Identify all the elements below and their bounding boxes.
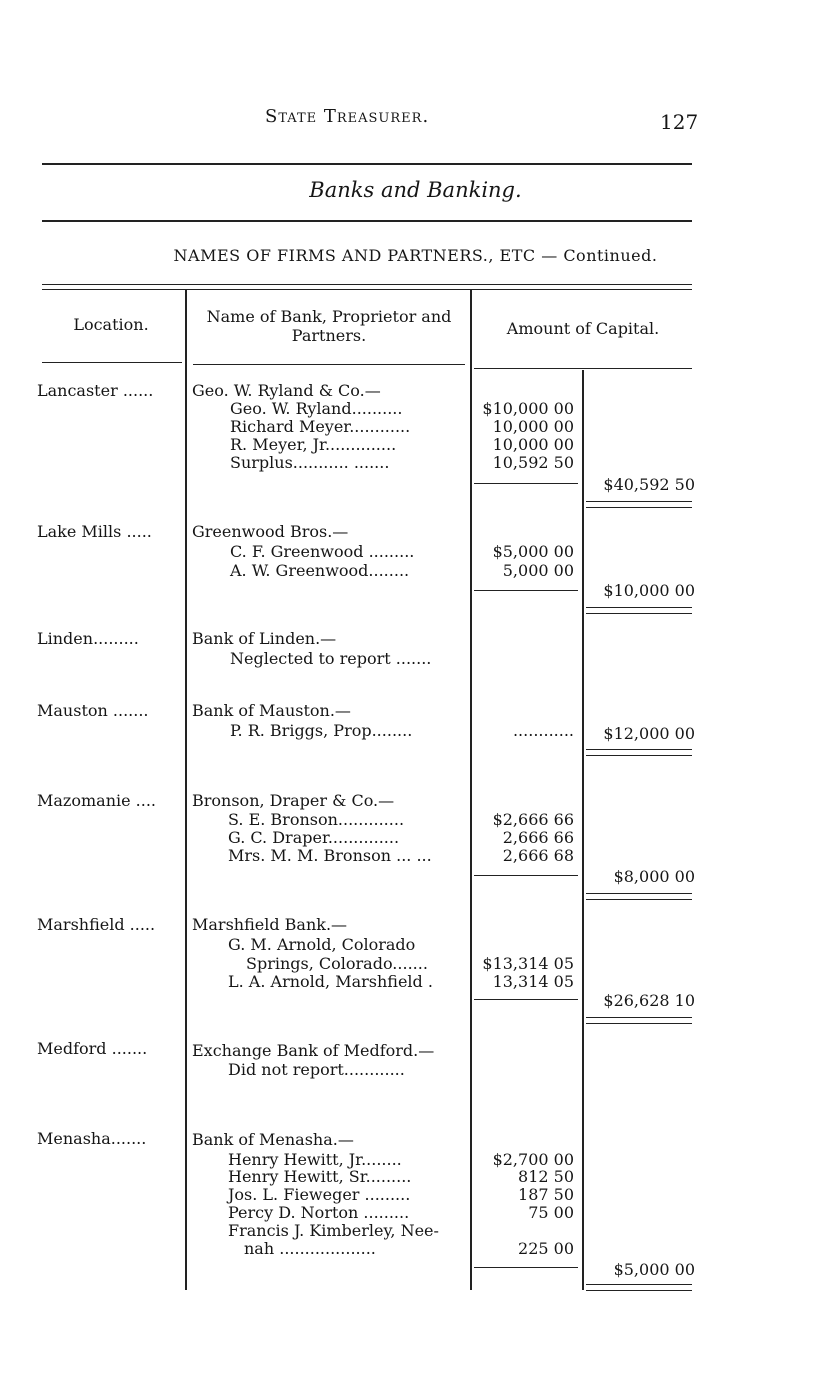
entry-location: Lake Mills ..... bbox=[37, 523, 152, 541]
section-rule bbox=[42, 220, 692, 222]
partner-amount: 187 50 bbox=[518, 1185, 574, 1204]
subtotal-rule bbox=[474, 483, 578, 484]
entry-bank-name: Bronson, Draper & Co.— bbox=[192, 792, 395, 810]
partner-amount: ............ bbox=[512, 721, 574, 740]
entry-total: $26,628 10 bbox=[603, 991, 695, 1010]
partner-amount: 75 00 bbox=[528, 1203, 574, 1222]
partner-name: Springs, Colorado....... bbox=[246, 955, 428, 973]
table-subheading: NAMES OF FIRMS AND PARTNERS., ETC — Continued. bbox=[173, 246, 658, 265]
entry-bank-name: Bank of Linden.— bbox=[192, 630, 337, 648]
partner-name: S. E. Bronson............. bbox=[228, 811, 405, 829]
entry-bank-name: Geo. W. Ryland & Co.— bbox=[192, 382, 381, 400]
header-rule bbox=[42, 163, 692, 165]
entry-total: $10,000 00 bbox=[603, 581, 695, 600]
subtotal-rule bbox=[474, 999, 578, 1000]
partner-name: A. W. Greenwood........ bbox=[230, 562, 410, 580]
col-header-name bbox=[186, 307, 472, 345]
total-double-rule bbox=[586, 1017, 692, 1024]
partner-name: Percy D. Norton ......... bbox=[228, 1204, 410, 1222]
col-header-rule-name bbox=[193, 364, 465, 365]
page-header-title: State Treasurer. bbox=[265, 106, 430, 127]
col-header-name-line1: Name of Bank, Proprietor and bbox=[206, 307, 452, 326]
col-header-name-line2: Partners. bbox=[291, 326, 367, 345]
partner-name: Henry Hewitt, Jr........ bbox=[228, 1151, 402, 1169]
total-double-rule bbox=[586, 501, 692, 508]
entry-bank-name: Bank of Mauston.— bbox=[192, 702, 351, 720]
partner-name: G. C. Draper.............. bbox=[228, 829, 400, 847]
entry-location: Mauston ....... bbox=[37, 702, 149, 720]
partner-amount: $2,666 66 bbox=[492, 810, 574, 829]
partner-name: R. Meyer, Jr.............. bbox=[230, 436, 397, 454]
entry-total: $40,592 50 bbox=[603, 475, 695, 494]
partner-name: Francis J. Kimberley, Nee- bbox=[228, 1222, 439, 1240]
entry-bank-name: Exchange Bank of Medford.— bbox=[192, 1042, 435, 1060]
subtotal-rule bbox=[474, 875, 578, 876]
entry-note: Did not report............ bbox=[228, 1061, 405, 1079]
page-number: 127 bbox=[660, 110, 699, 134]
partner-amount: $5,000 00 bbox=[492, 542, 574, 561]
partner-amount: 2,666 68 bbox=[502, 846, 574, 865]
partner-amount: $13,314 05 bbox=[482, 954, 574, 973]
entry-total: $12,000 00 bbox=[603, 724, 695, 743]
partner-name: Mrs. M. M. Bronson ... ... bbox=[228, 847, 432, 865]
entry-bank-name: Greenwood Bros.— bbox=[192, 523, 349, 541]
partner-name: P. R. Briggs, Prop........ bbox=[230, 722, 413, 740]
partner-name: nah ................... bbox=[244, 1240, 376, 1258]
partner-amount: $10,000 00 bbox=[482, 399, 574, 418]
entry-location: Lancaster ...... bbox=[37, 382, 154, 400]
total-double-rule bbox=[586, 749, 692, 756]
partner-name: Surplus........... ....... bbox=[230, 454, 390, 472]
col-divider-1 bbox=[185, 290, 187, 1290]
partner-name: Geo. W. Ryland.......... bbox=[230, 400, 403, 418]
partner-name: Richard Meyer............ bbox=[230, 418, 411, 436]
col-header-rule-location bbox=[42, 362, 182, 363]
partner-name: Henry Hewitt, Sr......... bbox=[228, 1168, 412, 1186]
entry-bank-name: Bank of Menasha.— bbox=[192, 1131, 354, 1149]
entry-location: Menasha....... bbox=[37, 1130, 147, 1148]
partner-amount: 10,000 00 bbox=[492, 417, 574, 436]
partner-amount: 10,000 00 bbox=[492, 435, 574, 454]
entry-location: Mazomanie .... bbox=[37, 792, 157, 810]
entry-note: Neglected to report ....... bbox=[230, 650, 432, 668]
table-top-rule-2 bbox=[42, 289, 692, 290]
total-double-rule bbox=[586, 1284, 692, 1291]
entry-total: $8,000 00 bbox=[613, 867, 695, 886]
entry-total: $5,000 00 bbox=[613, 1260, 695, 1279]
partner-name: C. F. Greenwood ......... bbox=[230, 543, 415, 561]
entry-location: Linden......... bbox=[37, 630, 139, 648]
partner-name: G. M. Arnold, Colorado bbox=[228, 936, 416, 954]
partner-amount: 225 00 bbox=[518, 1239, 574, 1258]
partner-amount: 2,666 66 bbox=[502, 828, 574, 847]
col-header-location: Location. bbox=[73, 315, 149, 334]
entry-bank-name: Marshfield Bank.— bbox=[192, 916, 348, 934]
col-header-amount: Amount of Capital. bbox=[506, 319, 660, 338]
total-double-rule bbox=[586, 607, 692, 614]
subtotal-rule bbox=[474, 1267, 578, 1268]
section-title: Banks and Banking. bbox=[309, 178, 522, 202]
partner-amount: 812 50 bbox=[518, 1167, 574, 1186]
partner-name: L. A. Arnold, Marshfield . bbox=[228, 973, 433, 991]
partner-amount: $2,700 00 bbox=[492, 1150, 574, 1169]
partner-amount: 10,592 50 bbox=[492, 453, 574, 472]
partner-amount: 13,314 05 bbox=[492, 972, 574, 991]
partner-amount: 5,000 00 bbox=[502, 561, 574, 580]
subtotal-rule bbox=[474, 590, 578, 591]
col-divider-3 bbox=[582, 370, 584, 1290]
partner-name: Jos. L. Fieweger ......... bbox=[228, 1186, 411, 1204]
entry-location: Marshfield ..... bbox=[37, 916, 156, 934]
table-top-rule bbox=[42, 284, 692, 285]
total-double-rule bbox=[586, 893, 692, 900]
entry-location: Medford ....... bbox=[37, 1040, 148, 1058]
